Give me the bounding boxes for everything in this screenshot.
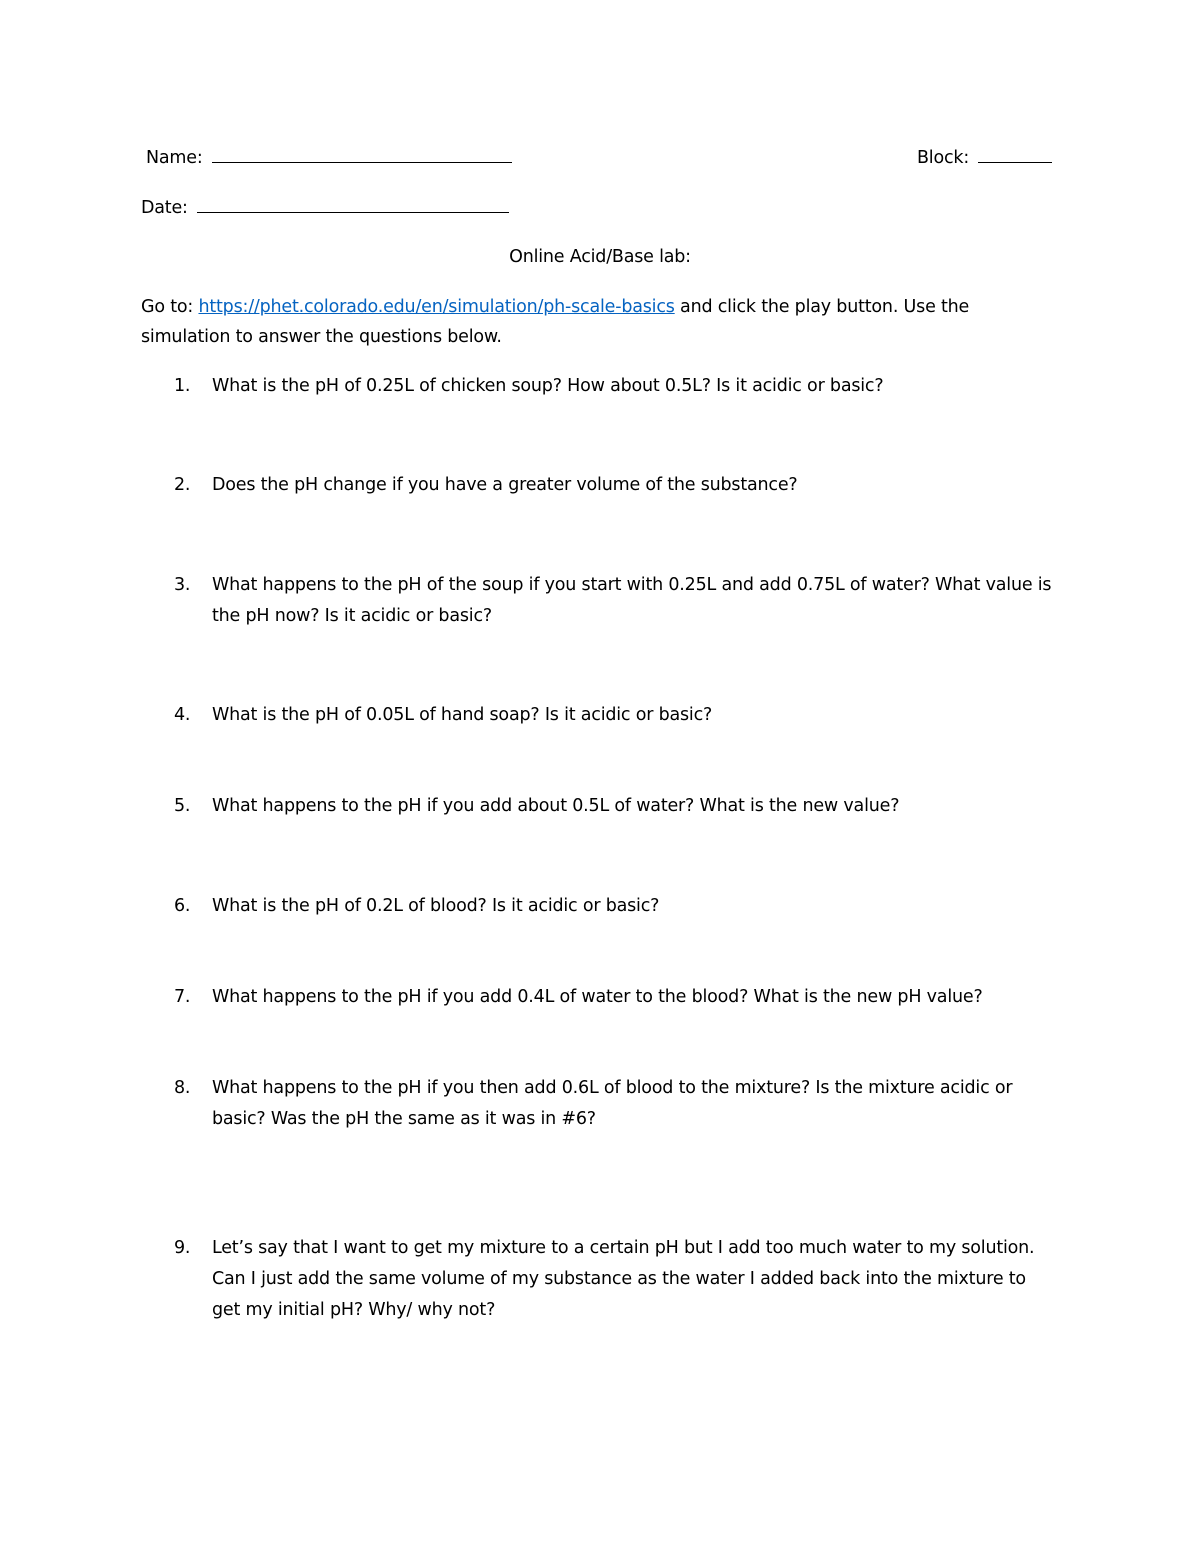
question-number: 1. [174,376,191,396]
name-label: Name: [146,148,203,168]
question-1 [174,371,1054,402]
question-7 [174,982,1054,1013]
question-2 [174,470,1054,501]
question-text: Let’s say that I want to get my mixture to a certain pH but I add too much water to my solution. Can I just add the same volume of my substance as the water I added back into the mixture to get my initial pH? Why/ why not? [212,1238,1035,1320]
intro-suffix: and click the play button. Use the [674,297,970,317]
question-text: Does the pH change if you have a greater volume of the substance? [212,475,798,495]
question-number: 3. [174,575,191,595]
question-number: 8. [174,1078,191,1098]
question-number: 4. [174,705,191,725]
question-6 [174,891,1054,922]
question-text: What happens to the pH if you then add 0.6L of blood to the mixture? Is the mixture acidic or basic? Was the pH the same as it was in #6? [212,1078,1013,1129]
intro-prefix: Go to: [141,297,199,317]
question-4 [174,700,1054,731]
question-5 [174,791,1054,822]
page-title: Online Acid/Base lab: [509,247,691,267]
question-number: 7. [174,987,191,1007]
question-text: What is the pH of 0.2L of blood? Is it acidic or basic? [212,896,660,916]
question-number: 9. [174,1238,191,1258]
date-blank[interactable] [197,196,509,213]
question-number: 6. [174,896,191,916]
question-9 [174,1233,1054,1326]
question-text: What happens to the pH if you add about 0.5L of water? What is the new value? [212,796,900,816]
block-field [917,146,1052,169]
date-label: Date: [141,198,188,218]
name-blank[interactable] [212,146,512,163]
question-3 [174,570,1054,632]
intro-line-1 [141,296,969,318]
question-text: What happens to the pH of the soup if you start with 0.25L and add 0.75L of water? What value is the pH now? Is it acidic or basic? [212,575,1052,626]
question-text: What is the pH of 0.05L of hand soap? Is it acidic or basic? [212,705,713,725]
question-number: 5. [174,796,191,816]
block-label: Block: [917,148,970,168]
date-field [141,196,509,219]
block-blank[interactable] [978,146,1052,163]
question-text: What happens to the pH if you add 0.4L of water to the blood? What is the new pH value? [212,987,983,1007]
question-text: What is the pH of 0.25L of chicken soup? How about 0.5L? Is it acidic or basic? [212,376,884,396]
phet-link[interactable]: https://phet.colorado.edu/en/simulation/ph-scale-basics [198,297,675,317]
question-8 [174,1073,1054,1135]
name-field [146,146,512,169]
question-number: 2. [174,475,191,495]
intro-line-2: simulation to answer the questions below. [141,327,502,347]
